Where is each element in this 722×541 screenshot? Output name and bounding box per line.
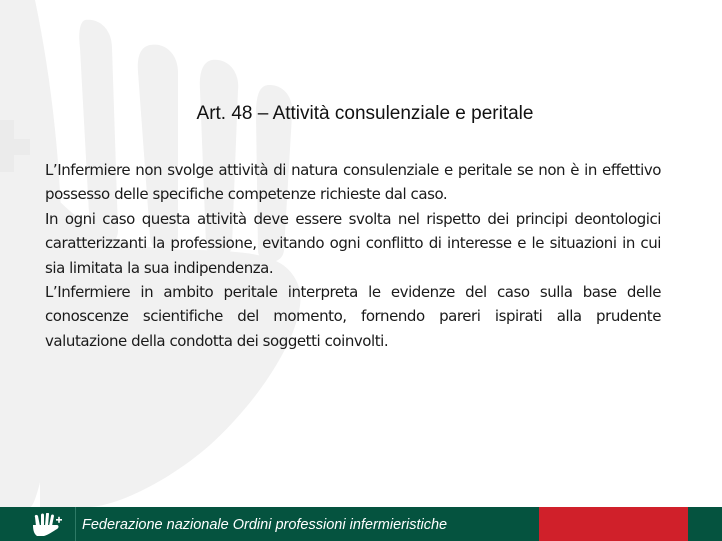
paragraph-3: L’Infermiere in ambito peritale interpreta le evidenze del caso sulla base delle conoscenze scientifiche del momento, fornendo pareri ispirati alla prudente valutazione della condotta dei soggetti coinvolti.	[45, 283, 661, 350]
footer-divider	[75, 507, 76, 541]
article-body	[45, 158, 661, 353]
paragraph-2: In ogni caso questa attività deve essere svolta nel rispetto dei principi deontologici caratterizzanti la professione, evitando ogni conflitto di interesse e le situazioni in cui sia limitata la sua indipendenza.	[45, 209, 661, 277]
hand-logo-icon	[32, 513, 64, 537]
footer-red-block	[539, 507, 688, 541]
paragraph-1: L’Infermiere non svolge attività di natura consulenziale e peritale se non è in effettivo possesso delle specifiche competenze richieste dal caso.	[45, 161, 661, 204]
slide-title: Art. 48 – Attività consulenziale e peritale	[196, 103, 534, 124]
footer-bar	[0, 507, 722, 541]
footer-organization-text: Federazione nazionale Ordini professioni infermieristiche	[82, 517, 448, 533]
